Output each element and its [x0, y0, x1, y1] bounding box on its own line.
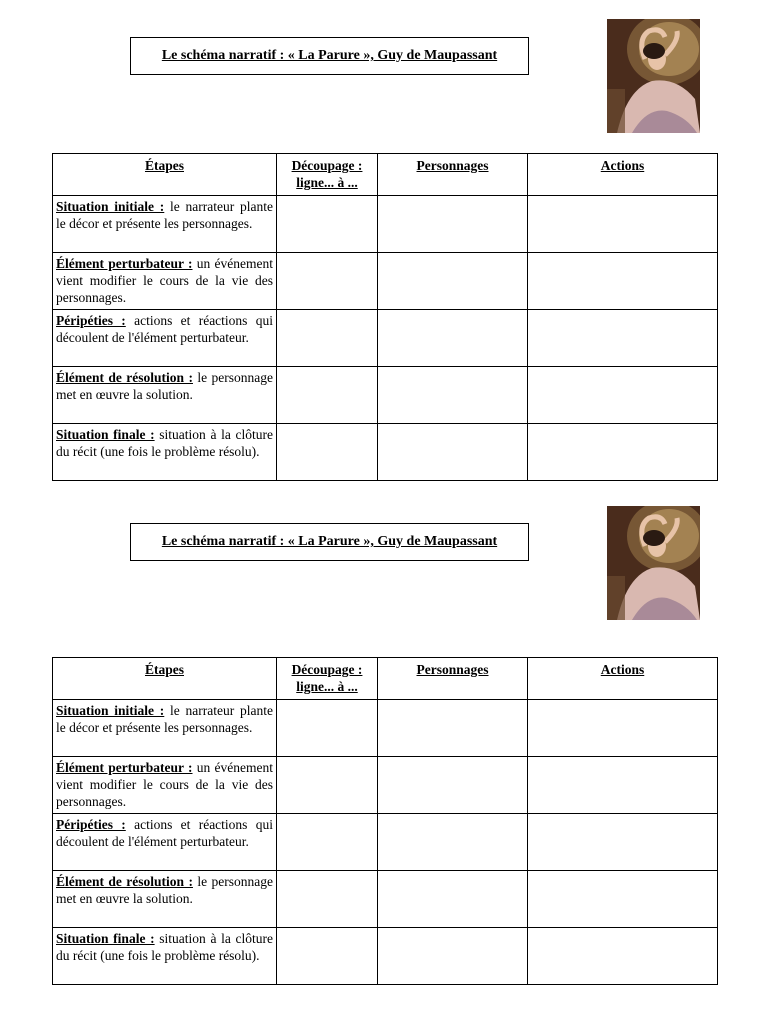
etape-description: le personnage met en œuvre la solution. — [56, 874, 273, 906]
personnages-cell[interactable] — [378, 871, 528, 928]
table-row — [53, 871, 718, 928]
actions-cell[interactable] — [528, 928, 718, 985]
personnages-cell[interactable] — [378, 700, 528, 757]
etape-label: Élément de résolution : — [56, 370, 193, 385]
document-title: Le schéma narratif : « La Parure », Guy de Maupassant — [130, 37, 529, 75]
table-row — [53, 700, 718, 757]
actions-cell[interactable] — [528, 700, 718, 757]
etape-label: Péripéties : — [56, 817, 126, 832]
actions-cell[interactable] — [528, 871, 718, 928]
etape-description: un événement vient modifier le cours de la vie des personnages. — [56, 256, 273, 305]
etape-label: Situation finale : — [56, 931, 155, 946]
etape-description: actions et réactions qui découlent de l'élément perturbateur. — [56, 313, 273, 345]
etape-label: Situation finale : — [56, 427, 155, 442]
actions-cell[interactable] — [528, 757, 718, 814]
decoupage-cell[interactable] — [277, 814, 378, 871]
header-decoupage: Découpage : ligne... à ... — [277, 658, 378, 700]
portrait-image — [607, 506, 700, 620]
etape-description: actions et réactions qui découlent de l'élément perturbateur. — [56, 817, 273, 849]
woman-portrait-painting-image — [607, 506, 700, 620]
header-personnages: Personnages — [378, 154, 528, 196]
etape-description: situation à la clôture du récit (une fois le problème résolu). — [56, 427, 274, 459]
etape-cell — [53, 928, 277, 985]
personnages-cell[interactable] — [378, 928, 528, 985]
etape-description: le personnage met en œuvre la solution. — [56, 370, 273, 402]
etape-description: le narrateur plante le décor et présente les personnages. — [56, 703, 273, 735]
personnages-cell[interactable] — [378, 757, 528, 814]
header-etapes: Étapes — [53, 154, 277, 196]
header-actions: Actions — [528, 658, 718, 700]
table-row — [53, 757, 718, 814]
actions-cell[interactable] — [528, 814, 718, 871]
etape-label: Élément perturbateur : — [56, 256, 193, 271]
decoupage-cell[interactable] — [277, 700, 378, 757]
header-actions: Actions — [528, 154, 718, 196]
decoupage-cell[interactable] — [277, 757, 378, 814]
decoupage-cell[interactable] — [277, 928, 378, 985]
etape-cell — [53, 814, 277, 871]
etape-description: un événement vient modifier le cours de la vie des personnages. — [56, 760, 273, 809]
table-row — [53, 814, 718, 871]
etape-description: le narrateur plante le décor et présente les personnages. — [56, 199, 273, 231]
etape-label: Péripéties : — [56, 313, 126, 328]
decoupage-cell[interactable] — [277, 871, 378, 928]
document-title: Le schéma narratif : « La Parure », Guy de Maupassant — [130, 523, 529, 561]
etape-cell — [53, 871, 277, 928]
narrative-schema-table — [52, 657, 718, 985]
header-decoupage: Découpage : ligne... à ... — [277, 154, 378, 196]
etape-label: Élément perturbateur : — [56, 760, 193, 775]
table-header-row — [53, 658, 718, 700]
etape-label: Situation initiale : — [56, 703, 165, 718]
etape-cell — [53, 757, 277, 814]
etape-label: Élément de résolution : — [56, 874, 193, 889]
etape-description: situation à la clôture du récit (une fois le problème résolu). — [56, 931, 274, 963]
personnages-cell[interactable] — [378, 814, 528, 871]
etape-cell — [53, 700, 277, 757]
etape-label: Situation initiale : — [56, 199, 165, 214]
table-row — [53, 928, 718, 985]
header-personnages: Personnages — [378, 658, 528, 700]
header-etapes: Étapes — [53, 658, 277, 700]
